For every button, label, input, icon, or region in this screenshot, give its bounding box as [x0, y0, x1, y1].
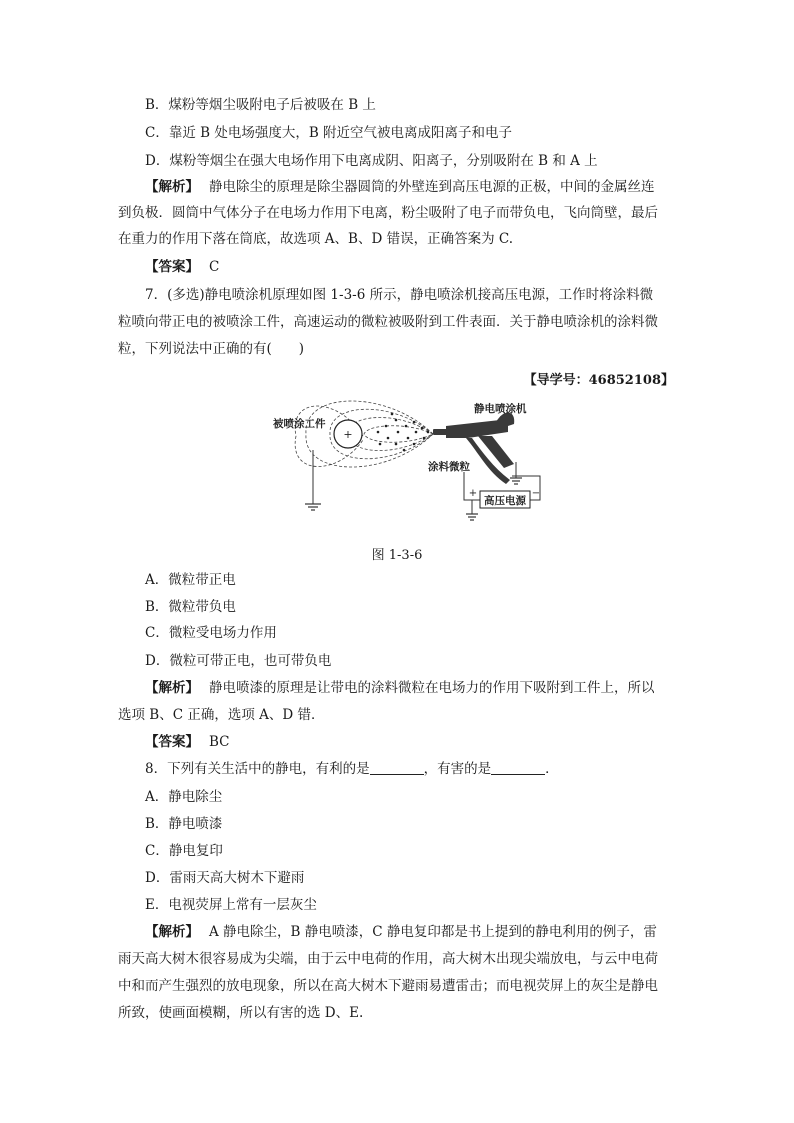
- answer-tag: 【答案】: [145, 734, 199, 750]
- q7-option-b: B．微粒带负电: [145, 599, 236, 615]
- q7-option-c: C．微粒受电场力作用: [145, 625, 277, 641]
- ground-symbol-power: [466, 514, 478, 520]
- svg-text:+: +: [343, 428, 353, 441]
- label-power: 高压电源: [484, 495, 526, 507]
- q6-answer: 【答案】 C: [145, 259, 220, 275]
- figure-electrostatic-sprayer: [268, 392, 558, 522]
- q6-option-b: B．煤粉等烟尘吸附电子后被吸在 B 上: [145, 97, 376, 113]
- guide-number: 【导学号：46852108】: [523, 373, 674, 388]
- q7-stem-line-2: 粒喷向带正电的被喷涂工件，高速运动的微粒被吸附到工件表面．关于静电喷涂机的涂料微: [118, 314, 658, 330]
- q7-option-d: D．微粒可带正电，也可带负电: [145, 653, 332, 669]
- ground-symbol-gun: [510, 478, 522, 484]
- q7-stem-line-3: 粒，下列说法中正确的有( ): [118, 341, 305, 357]
- analysis-tag: 【解析】: [145, 680, 199, 696]
- q8-option-a: A．静电除尘: [145, 789, 223, 805]
- answer-blank-2[interactable]: [491, 760, 545, 775]
- q6-analysis-line-3: 在重力的作用下落在筒底，故选项 A、B、D 错误，正确答案为 C.: [118, 231, 514, 247]
- q6-option-d: D．煤粉等烟尘在强大电场作用下电离成阴、阳离子，分别吸附在 B 和 A 上: [145, 153, 598, 169]
- q8-stem: 8．下列有关生活中的静电，有利的是 ，有害的是 ．: [145, 761, 559, 777]
- q6-analysis-line-2: 到负极．圆筒中气体分子在电场力作用下电离，粉尘吸附了电子而带负电，飞向筒壁，最后: [118, 205, 658, 221]
- ground-symbol-left: [305, 504, 321, 510]
- analysis-tag: 【解析】: [145, 179, 199, 195]
- q8-analysis-line-3: 中和而产生强烈的放电现象，所以在高大树木下避雨易遭雷击；而电视荧屏上的灰尘是静电: [118, 978, 658, 994]
- q8-option-d: D．雷雨天高大树木下避雨: [145, 870, 305, 886]
- label-sprayer: 静电喷涂机: [474, 403, 527, 415]
- q6-option-c: C．靠近 B 处电场强度大，B 附近空气被电离成阳离子和电子: [145, 125, 513, 141]
- q7-stem-line-1: 7．(多选)静电喷涂机原理如图 1-3-6 所示，静电喷涂机接高压电源，工作时将涂料微: [145, 287, 654, 303]
- analysis-tag: 【解析】: [145, 924, 199, 940]
- label-workpiece: 被喷涂工件: [273, 418, 326, 430]
- q7-analysis-line-2: 选项 B、C 正确，选项 A、D 错．: [118, 707, 325, 723]
- q8-analysis-line-4: 所致，使画面模糊，所以有害的选 D、E.: [118, 1005, 364, 1021]
- svg-text:−: −: [531, 488, 541, 499]
- svg-text:+: +: [468, 488, 478, 499]
- q8-option-c: C．静电复印: [145, 843, 223, 859]
- spray-gun: [433, 412, 514, 484]
- q7-analysis-line-1: 【解析】 静电喷漆的原理是让带电的涂料微粒在电场力的作用下吸附到工件上，所以: [145, 680, 655, 696]
- q7-option-a: A．微粒带正电: [145, 572, 236, 588]
- q6-analysis-line-1: 【解析】 静电除尘的原理是除尘器圆筒的外壁连到高压电源的正极，中间的金属丝连: [145, 179, 655, 195]
- q8-option-e: E．电视荧屏上常有一层灰尘: [145, 897, 317, 913]
- field-lines: [295, 401, 433, 467]
- figure-caption: 图 1-3-6: [371, 548, 423, 563]
- q8-option-b: B．静电喷漆: [145, 816, 223, 832]
- answer-tag: 【答案】: [145, 259, 199, 275]
- q8-analysis-line-1: 【解析】 A 静电除尘，B 静电喷漆，C 静电复印都是书上提到的静电利用的例子，雷: [145, 924, 657, 940]
- q7-answer: 【答案】 BC: [145, 734, 230, 750]
- answer-blank-1[interactable]: [370, 760, 424, 775]
- label-particles: 涂料微粒: [428, 461, 470, 473]
- q8-analysis-line-2: 雨天高大树木很容易成为尖端，由于云中电荷的作用，高大树木出现尖端放电，与云中电荷: [118, 951, 658, 967]
- paint-particles: [377, 413, 430, 452]
